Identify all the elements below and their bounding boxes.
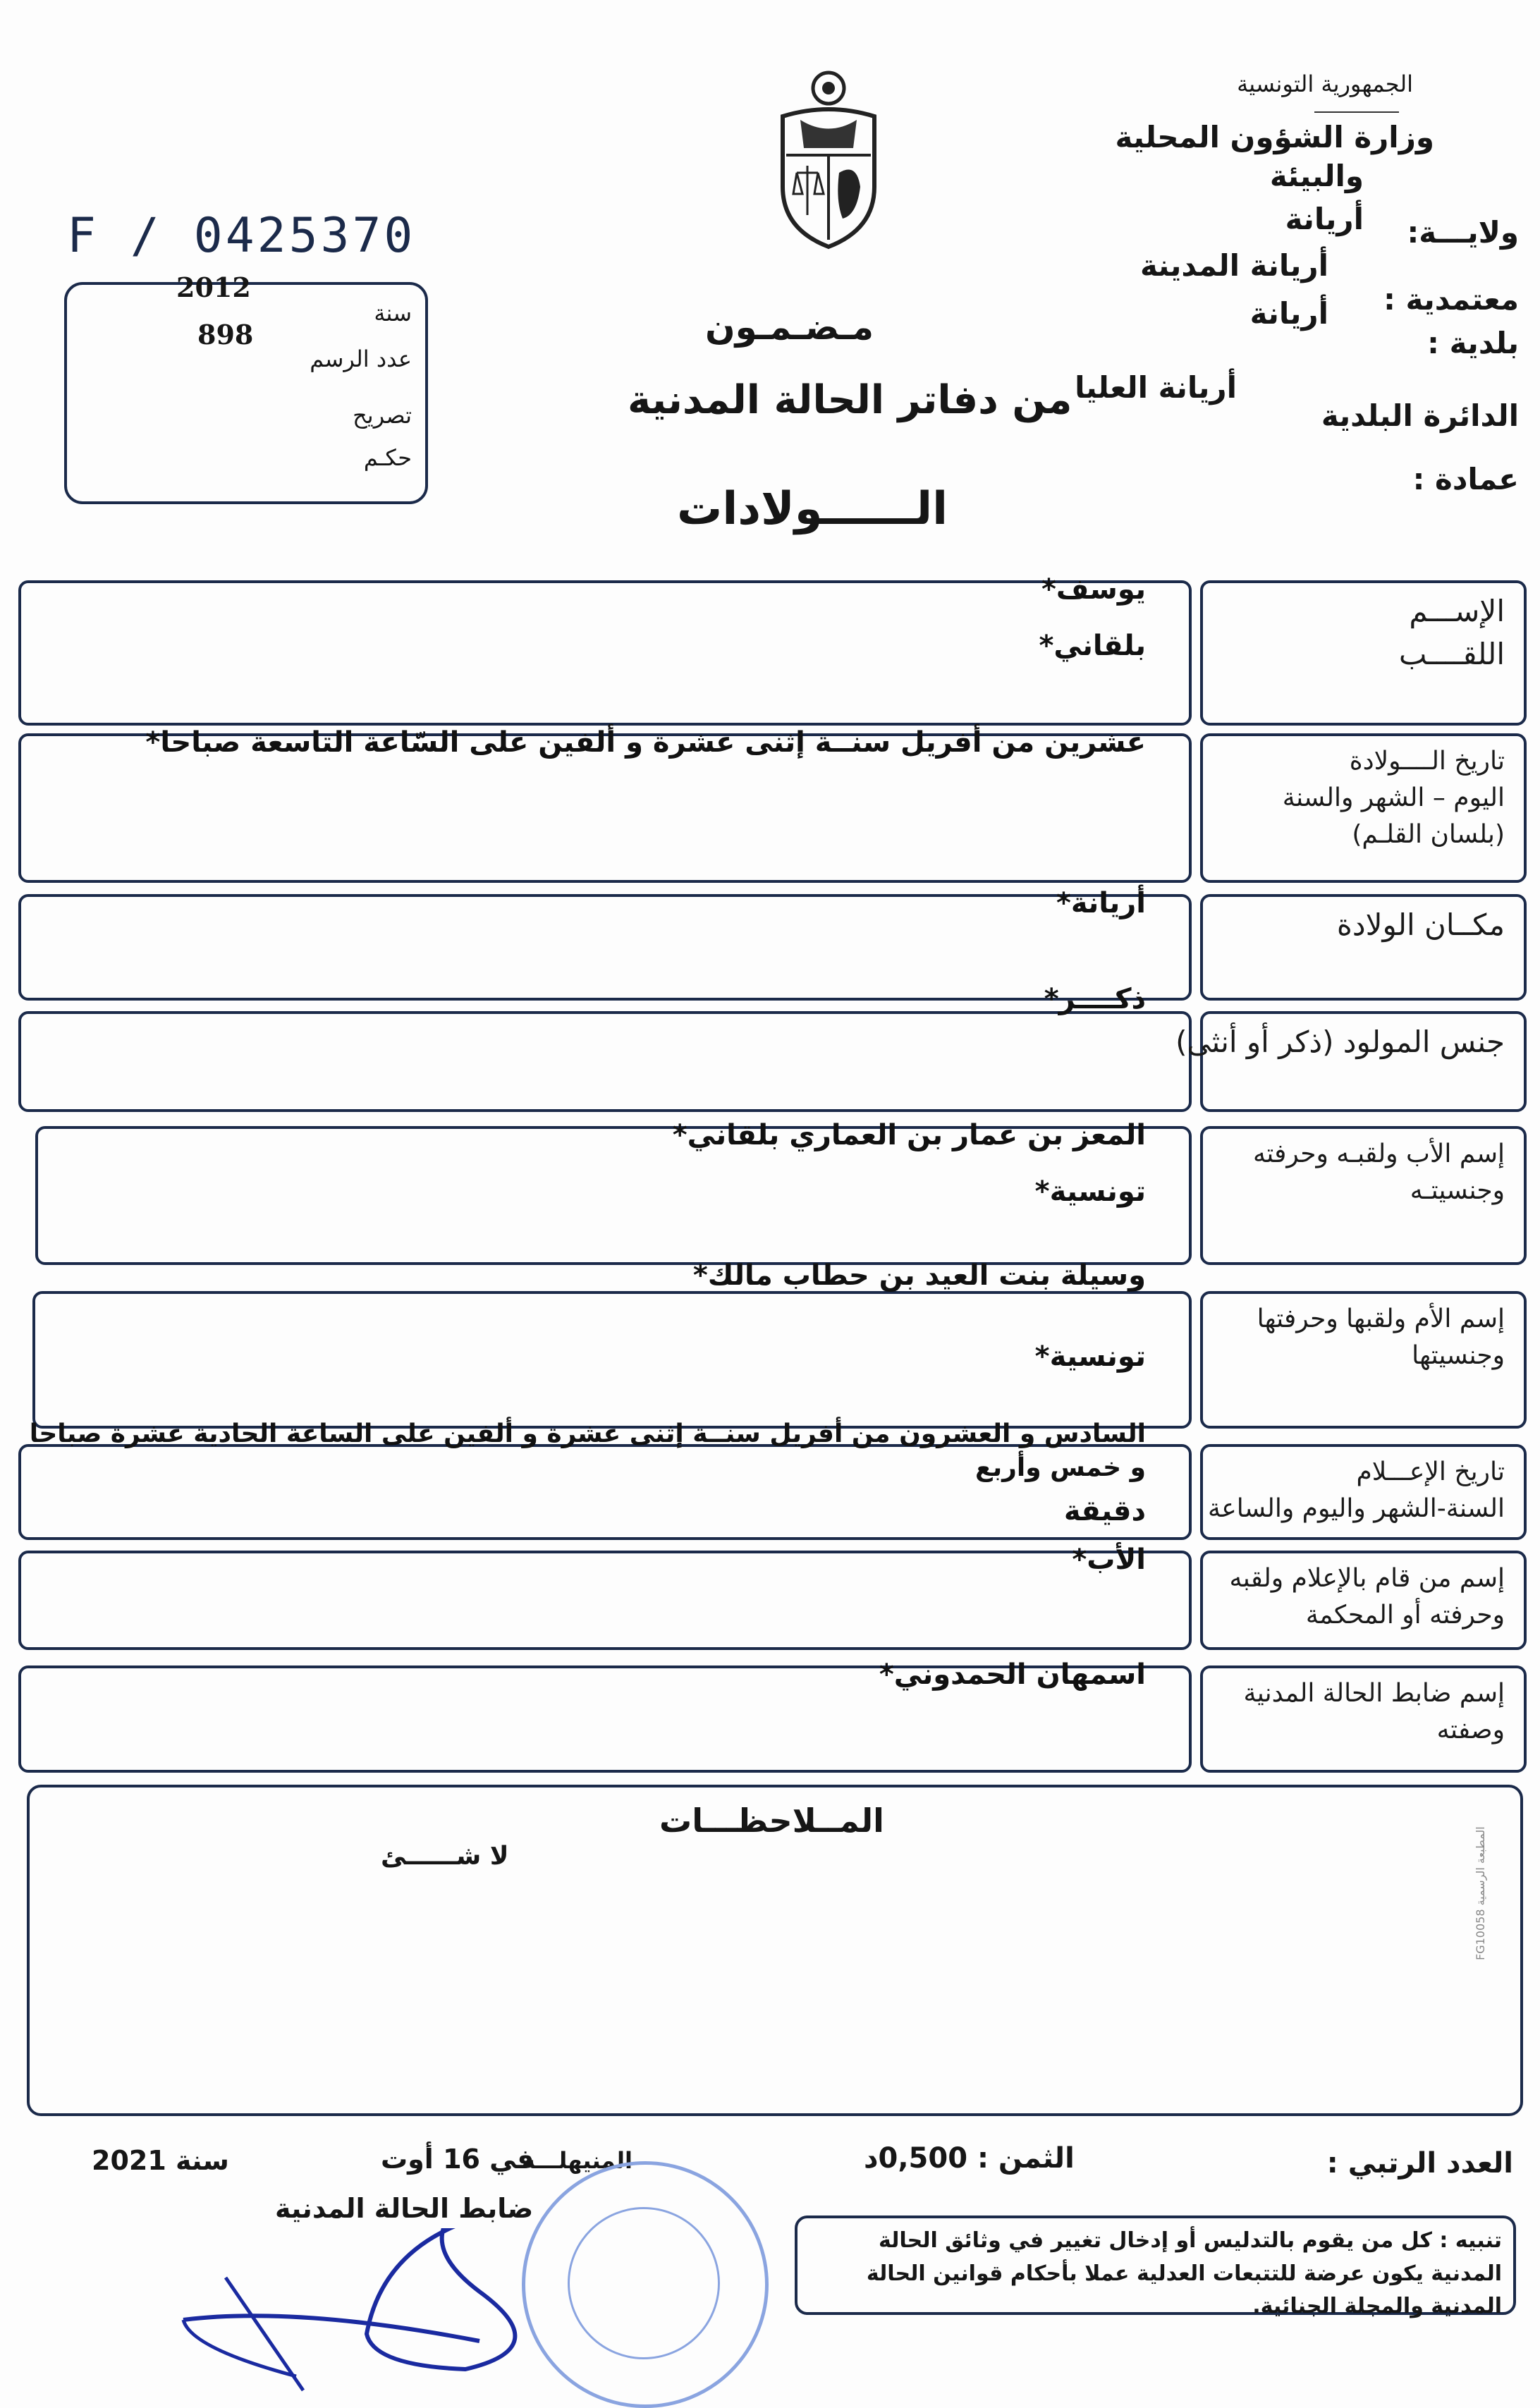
remarks-value: لا شــــــئ (381, 1842, 509, 1871)
row-mother-value-1: تونسية* (1034, 1340, 1146, 1373)
section-title: الــــــولادات (677, 483, 948, 535)
row-declaration-date-label: تاريخ الإعـــلام السنة-الشهر واليوم والساعة (1208, 1457, 1505, 1524)
tunisia-coat-of-arms-emblem (769, 67, 888, 250)
row-name-surname-value-1: بلقاني* (1039, 630, 1146, 662)
document-title: مـضـمـون (705, 307, 874, 348)
serial-order-label: العدد الرتبي : (1326, 2147, 1513, 2180)
ministry-name: وزارة الشؤون المحلية (1115, 120, 1434, 154)
issue-year: سنة 2021 (92, 2145, 229, 2176)
row-declaration-date-value-0: السادس و العشرون من أفريل سنــة إثنى عشرة و ألفين على الساعة الحادية عشرة صباحا و خمس وأربع (29, 1419, 1146, 1482)
governorate-value: أريانة (1285, 202, 1364, 236)
row-declarant-value-box (18, 1551, 1192, 1650)
row-birth-place-value-0: أريانة* (1056, 887, 1146, 919)
municipality-label: بلدية : (1427, 326, 1519, 360)
row-father-value-0: المعز بن عمار بن العماري بلقاني* (672, 1119, 1146, 1151)
legal-notice: تنبيه : كل من يقوم بالتدليس أو إدخال تغيير في وثائق الحالة المدنية يكون عرضة للتتبعات العدلية عملا بأحكام قوانين الحالة المدنية والمجلة الجنائية. (866, 2228, 1502, 2318)
registry-year-value: 2012 (176, 271, 251, 303)
row-sex-value-0: ذكــــر* (1044, 983, 1146, 1015)
officer-signature (85, 2228, 578, 2395)
row-declarant-value-0: الأب* (1072, 1544, 1146, 1576)
header-divider (1314, 111, 1399, 113)
delegation-label: معتمدية : (1383, 282, 1519, 317)
document-subtitle: من دفاتر الحالة المدنية (628, 377, 1072, 423)
imada-label: عمادة : (1412, 462, 1519, 496)
row-declarant-label: إسم من قام بالإعلام ولقبه وحرفته أو المحكمة (1229, 1564, 1505, 1630)
row-birth-date-label: تاريخ الــــولادة اليوم – الشهر والسنة (بلسان القلـم) (1282, 747, 1505, 850)
row-name-surname-value-0: يوسف* (1041, 573, 1146, 606)
row-mother-value-box (32, 1291, 1192, 1429)
row-sex-label: جنس المولود (ذكر أو أنثى) (1175, 1025, 1505, 1059)
officer-title: ضابط الحالة المدنية (275, 2193, 534, 2224)
registry-act-number-label: عدد الرسم (310, 346, 412, 372)
issue-date: في 16 أوت (381, 2144, 534, 2175)
district-value: أريانة العليا (1075, 370, 1237, 405)
registry-year-label: سنة (374, 300, 412, 326)
registry-act-number-value: 898 (197, 319, 254, 350)
registry-judgment-label: حكـم (363, 444, 412, 471)
serial-number: F / 0425370 (67, 208, 416, 264)
district-label: الدائرة البلدية (1321, 398, 1519, 433)
row-sex-value-box (18, 1011, 1192, 1112)
registry-declaration-label: تصريح (353, 402, 412, 429)
ministry-name-line2: والبيئة (1269, 159, 1364, 193)
row-birth-place-label: مكــان الولادة (1336, 907, 1505, 942)
municipality-value: أريانة (1249, 296, 1328, 331)
row-birth-place-value-box (18, 894, 1192, 1001)
row-civil-officer-value-0: اسمهان الحمدوني* (879, 1658, 1146, 1691)
print-reference: المطبعة الرسمية FG10058 (1474, 1826, 1487, 1960)
price: الثمن : 0,500د (864, 2142, 1075, 2175)
remarks-title: المــلاحظـــات (659, 1802, 884, 1840)
row-declaration-date-value-1: دقيقة (1063, 1495, 1146, 1527)
row-mother-value-0: وسيلة بنت العيد بن حطاب مالك* (692, 1259, 1146, 1292)
row-birth-date-value-0: عشرين من أفريل سنــة إثنى عشرة و ألفين على السّاعة التاسعة صباحا* (145, 726, 1146, 759)
delegation-value: أريانة المدينة (1140, 248, 1328, 283)
republic-name: الجمهورية التونسية (1237, 71, 1413, 97)
row-civil-officer-label: إسم ضابط الحالة المدنية وصفته (1243, 1679, 1505, 1745)
row-father-label: إسم الأب ولقبـه وحرفته وجنسيتـه (1252, 1139, 1505, 1206)
issue-place: المنيهلـــة (522, 2147, 632, 2174)
row-name-surname-value-box (18, 580, 1192, 726)
governorate-label: ولايـــة: (1407, 215, 1519, 250)
row-father-value-1: تونسية* (1034, 1175, 1146, 1208)
row-mother-label: إسم الأم ولقبها وحرفتها وجنسيتها (1257, 1304, 1505, 1371)
row-name-surname-label: الإســـم اللقــــب (1398, 594, 1505, 671)
